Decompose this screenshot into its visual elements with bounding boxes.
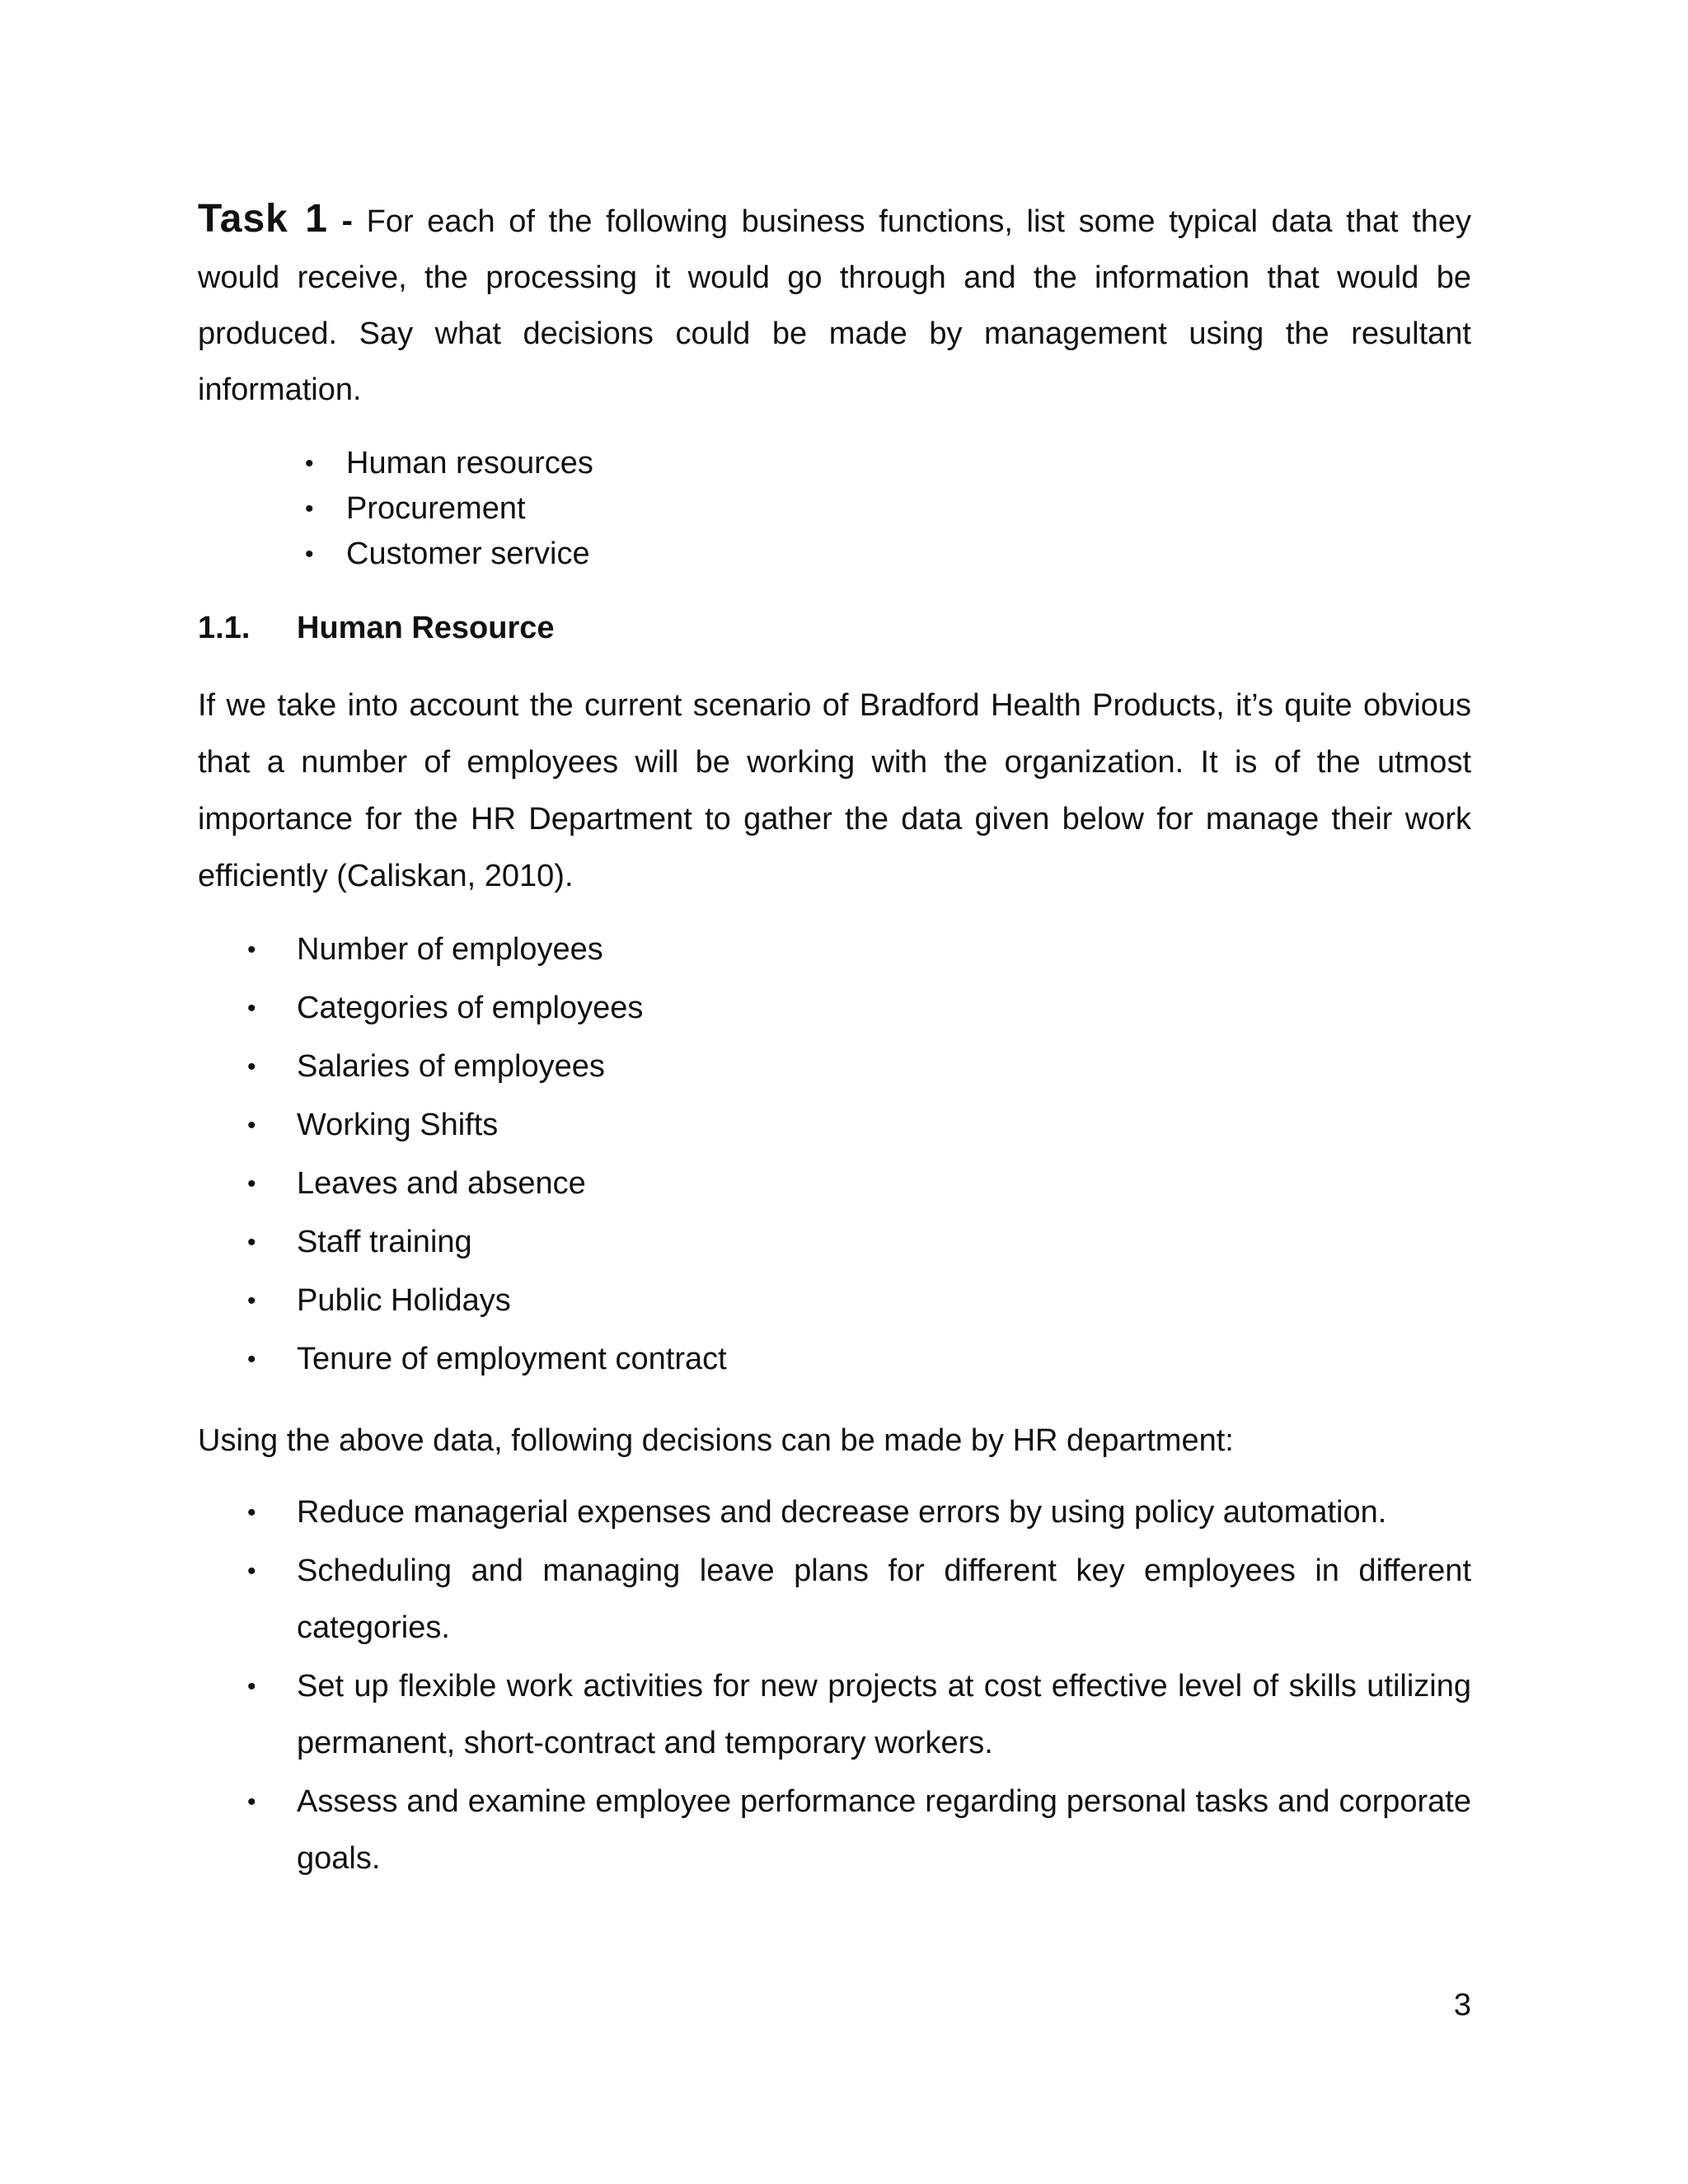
list-item: • Working Shifts bbox=[297, 1097, 1471, 1154]
bullet-icon: • bbox=[247, 1112, 256, 1139]
business-functions-list bbox=[198, 441, 1471, 577]
bullet-icon: • bbox=[247, 1229, 256, 1256]
bullet-icon: • bbox=[247, 995, 256, 1022]
list-item: • Staff training bbox=[297, 1214, 1471, 1271]
list-item: • Set up flexible work activities for new projects at cost effective level of skills utilizing permanent, short-contract and temporary workers. bbox=[297, 1658, 1471, 1772]
list-item: • Number of employees bbox=[297, 921, 1471, 978]
task-text: For each of the following business functions, list some typical data that they would receive, the processing it would go through and the information that would be produced. Say what decisions could be made by management using the resultant information. bbox=[198, 204, 1472, 407]
list-item: • Tenure of employment contract bbox=[297, 1331, 1471, 1388]
list-item: • Assess and examine employee performance regarding personal tasks and corporate goals. bbox=[297, 1774, 1471, 1887]
bullet-icon: • bbox=[247, 936, 256, 963]
bullet-icon: • bbox=[247, 1170, 256, 1197]
bullet-icon: • bbox=[247, 1287, 256, 1315]
section-title: Human Resource bbox=[297, 611, 555, 645]
bullet-icon: • bbox=[247, 1558, 256, 1585]
hr-data-list bbox=[198, 921, 1471, 1388]
bullet-icon: • bbox=[247, 1788, 256, 1816]
hr-decisions-list bbox=[198, 1484, 1471, 1887]
list-item: • Customer service bbox=[346, 532, 1471, 577]
list-item: • Procurement bbox=[346, 486, 1471, 532]
task-dash: - bbox=[341, 203, 353, 239]
bullet-icon: • bbox=[305, 450, 314, 477]
bullet-icon: • bbox=[247, 1499, 256, 1526]
list-item: • Reduce managerial expenses and decrease errors by using policy automation. bbox=[297, 1484, 1471, 1541]
section-heading bbox=[198, 603, 1471, 653]
bullet-icon: • bbox=[305, 495, 314, 523]
list-item: • Leaves and absence bbox=[297, 1155, 1471, 1212]
bullet-icon: • bbox=[305, 541, 314, 568]
task-label: Task 1 bbox=[198, 197, 328, 241]
bullet-icon: • bbox=[247, 1346, 256, 1373]
list-item: • Public Holidays bbox=[297, 1272, 1471, 1329]
page-content bbox=[198, 191, 1471, 1889]
list-item: • Human resources bbox=[346, 441, 1471, 486]
section-number: 1.1. bbox=[198, 611, 251, 645]
list-item: • Scheduling and managing leave plans for different key employees in different categories. bbox=[297, 1543, 1471, 1657]
bullet-icon: • bbox=[247, 1673, 256, 1700]
list-item: • Categories of employees bbox=[297, 980, 1471, 1037]
intro-paragraph: If we take into account the current scenario of Bradford Health Products, it’s quite obvious that a number of employees will be working with the organization. It is of the utmost importance for the HR Department to gather the data given below for manage their work efficiently (Caliskan, 2010). bbox=[198, 688, 1471, 893]
task-paragraph bbox=[198, 191, 1471, 418]
list-item: • Salaries of employees bbox=[297, 1038, 1471, 1095]
page-number: 3 bbox=[1453, 1988, 1471, 2022]
bullet-icon: • bbox=[247, 1053, 256, 1080]
decisions-intro: Using the above data, following decisions can be made by HR department: bbox=[198, 1423, 1234, 1458]
